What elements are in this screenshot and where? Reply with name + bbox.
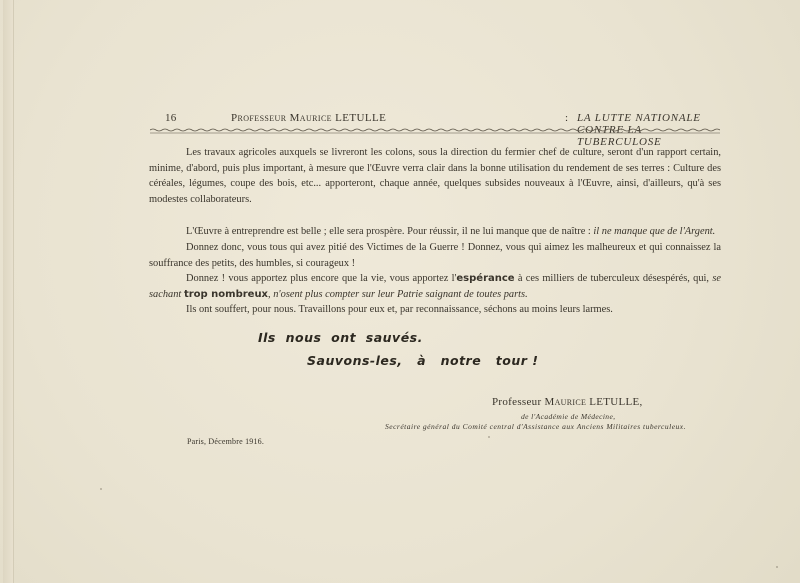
paragraph-text: Ils ont souffert, pour nous. Travaillons pour eux et, par reconnaissance, séchons au moins leurs larmes. [186, 304, 613, 315]
signature-prefix: Professeur [492, 396, 545, 408]
dateline: Paris, Décembre 1916. [187, 437, 265, 446]
paragraph-donnez-esperance [149, 271, 721, 302]
page-binding-edge [3, 0, 14, 583]
italic-phrase: il ne manque que de l'Argent. [593, 226, 716, 237]
paragraph-text: Donnez donc, vous tous qui avez pitié des Victimes de la Guerre ! Donnez, vous qui aimez les malheureux et qui connaissez la souffrance des petits, des humbles, si courageux ! [149, 242, 721, 269]
text-run: Donnez ! vous apportez plus encore que la vie, vous apportez l' [186, 273, 457, 284]
signature-name [492, 396, 643, 408]
paragraph-work-to-undertake [149, 224, 721, 240]
header-separator: : [565, 112, 569, 124]
italic-phrase: n'osent plus compter sur leur Patrie saignant de toutes parts. [273, 288, 528, 300]
paragraph-text: Les travaux agricoles auxquels se livreront les colons, sous la direction du fermier chef de culture, seront d'un rapport certain, minime, d'abord, puis plus important, à mesure que l'Œuvre verra clair dans la bonne utilisation du rendement de ses terres : Culture des céréales, légumes, coupe des bois, etc... apporteront, chaque année, quelques subsides nouveaux à l'Œuvre, ainsi, d'ailleurs, qu'à ses modestes collaborateurs. [149, 147, 721, 205]
header-rule [150, 128, 720, 134]
running-header [165, 112, 720, 148]
slogan-line-1: Ils nous ont sauvés. [258, 330, 423, 345]
paragraph-agricultural-work [149, 145, 721, 207]
signature-author: Maurice LETULLE, [544, 396, 643, 408]
signature-secretary-line: Secrétaire général du Comité central d'Assistance aux Anciens Militaires tuberculeux. [385, 422, 686, 431]
text-run: , [268, 288, 274, 300]
bold-phrase-trop-nombreux: trop nombreux [183, 288, 269, 300]
signature-academy-line: de l'Académie de Médecine, [521, 412, 616, 421]
paragraph-text [149, 224, 721, 240]
paper-speck [776, 566, 778, 568]
slogan-line-2: Sauvons-les, à notre tour ! [307, 353, 539, 368]
header-author: Professeur Maurice LETULLE [231, 112, 387, 124]
text-run: à ces milliers de tuberculeux désespérés, qui, [514, 273, 713, 284]
italic-phrase: se sachant [149, 273, 721, 300]
paragraph-ils-ont-souffert [149, 302, 721, 318]
paragraph-text [149, 271, 721, 302]
bold-word-esperance: espérance [456, 273, 515, 284]
text-run: L'Œuvre à entreprendre est belle ; elle sera prospère. Pour réussir, il ne lui manque que de naître : [186, 226, 594, 237]
header-title: LA LUTTE NATIONALE CONTRE LA TUBERCULOSE [577, 112, 701, 148]
paper-speck [100, 488, 102, 490]
paper-speck [488, 436, 490, 438]
paragraph-donnez-donc [149, 240, 721, 271]
page-number: 16 [165, 112, 177, 124]
